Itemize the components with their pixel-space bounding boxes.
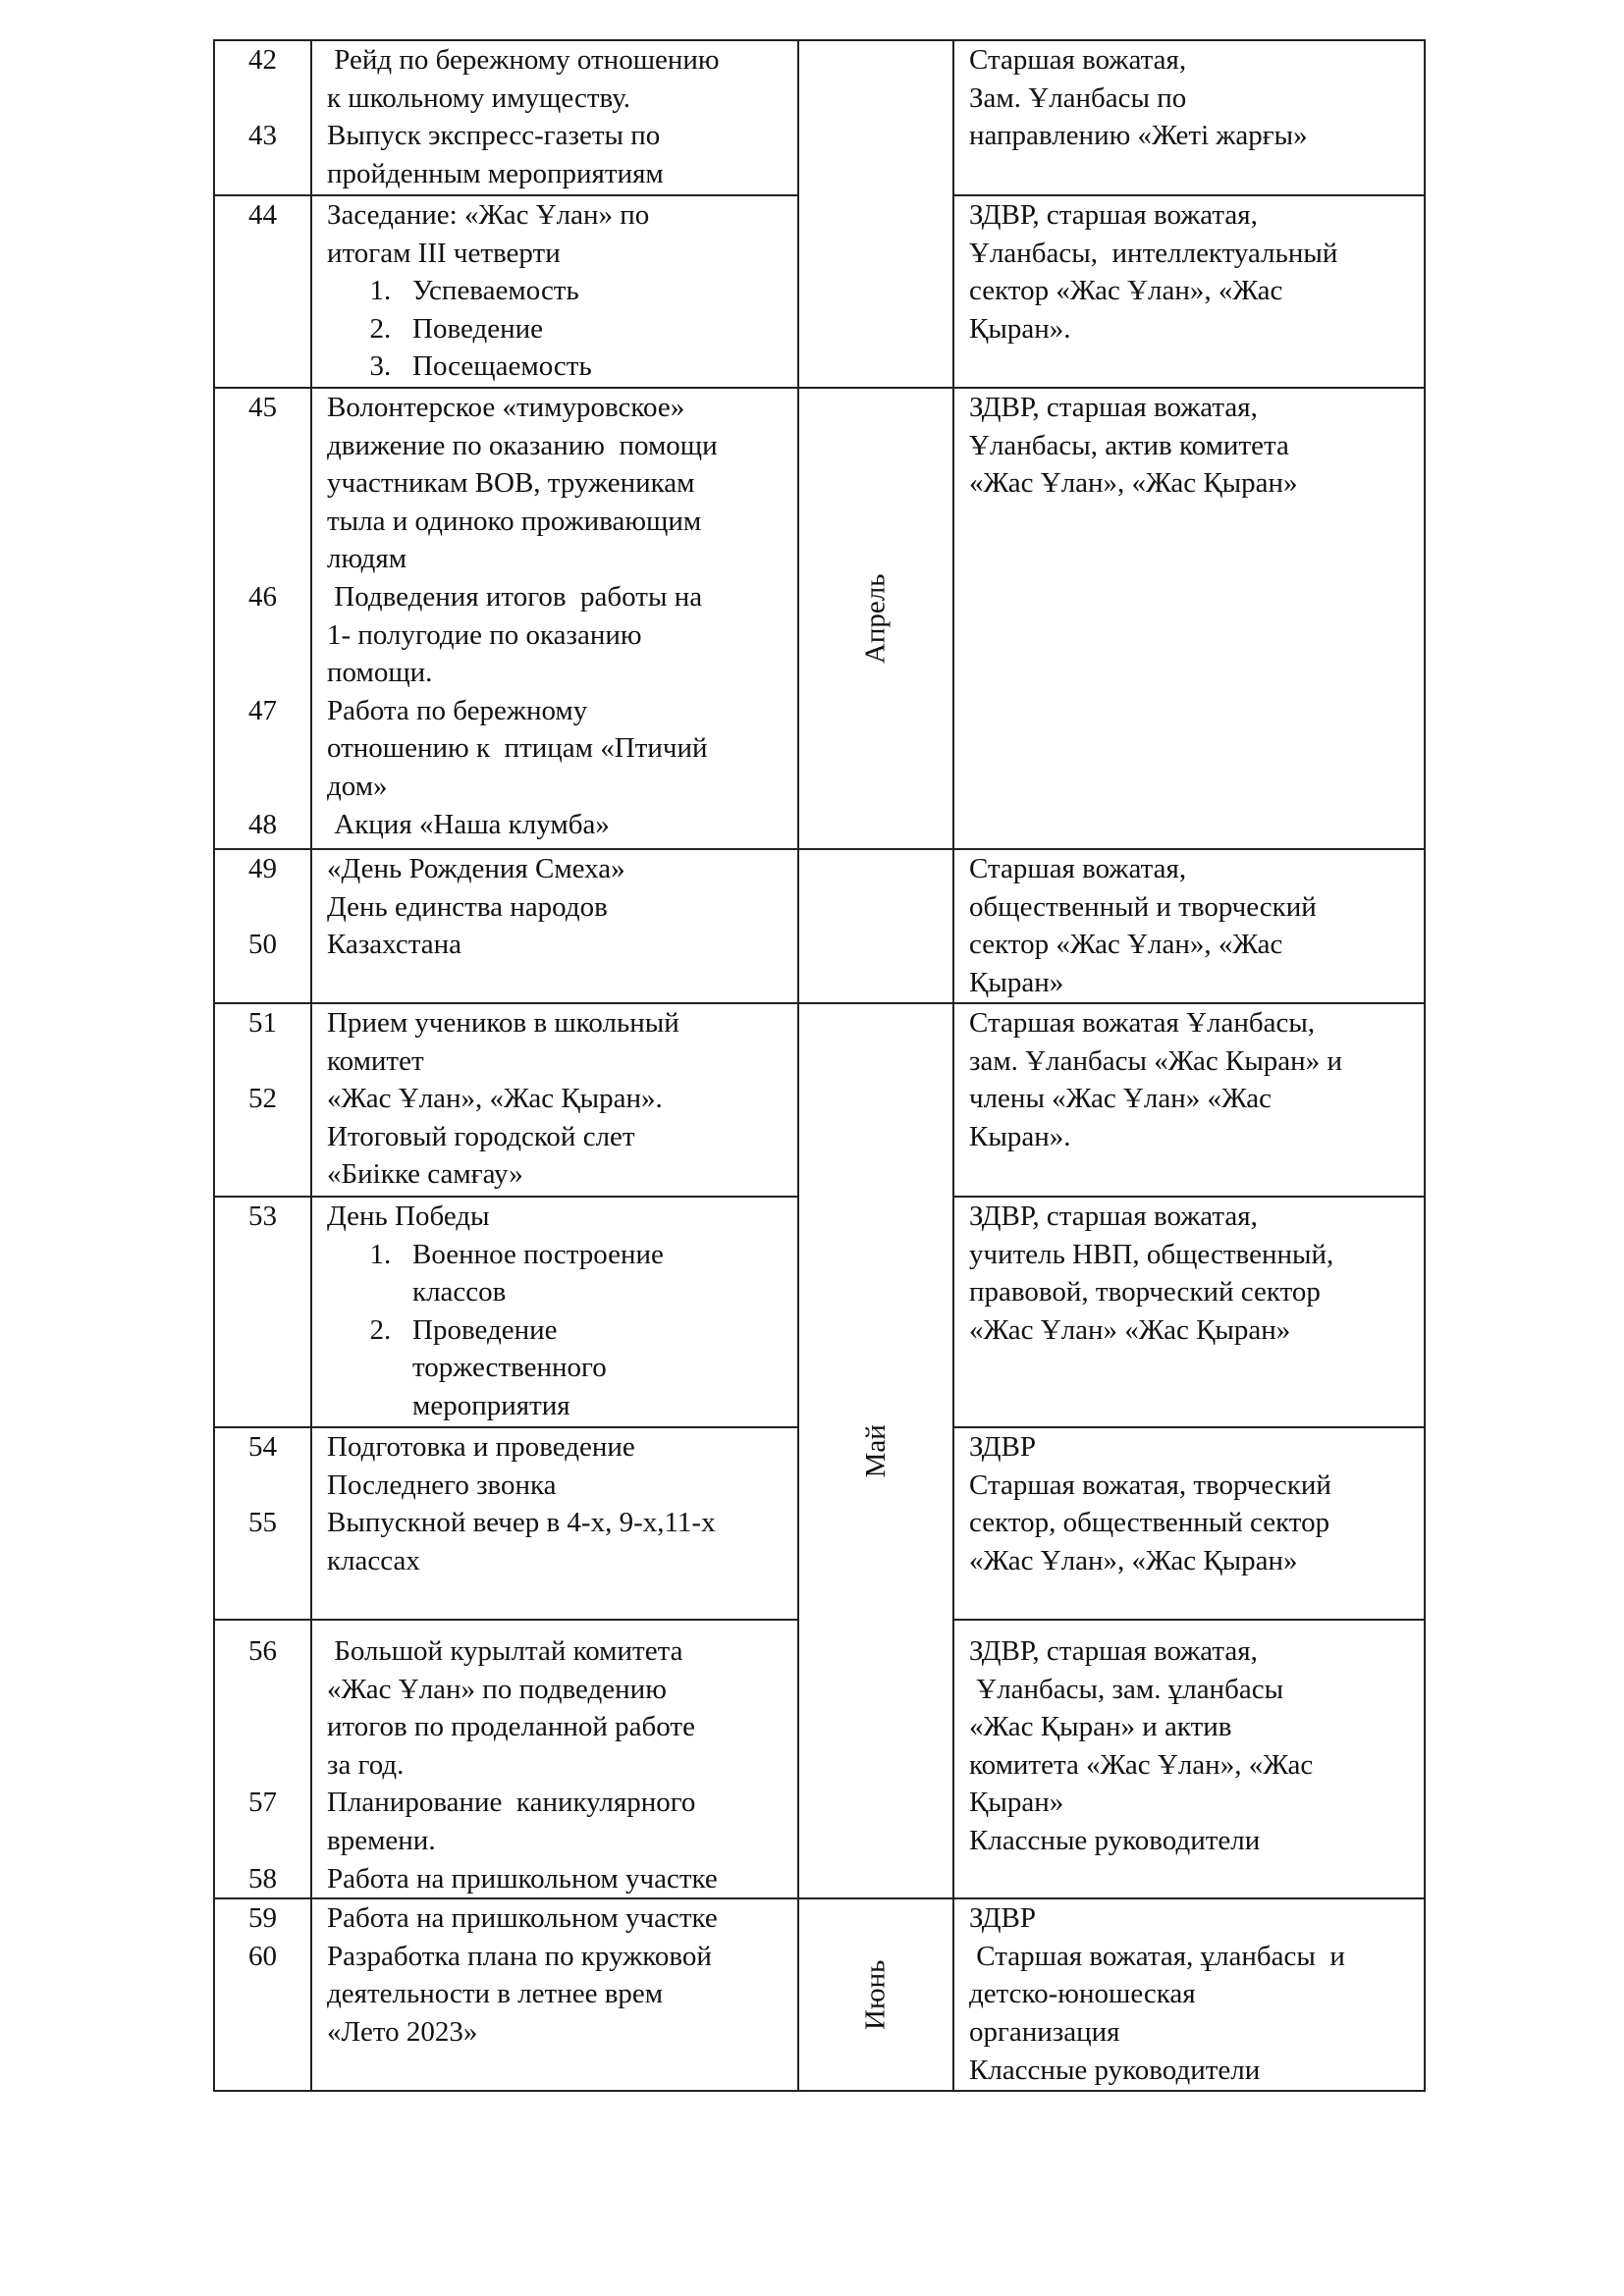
row-number-cell (214, 849, 311, 1003)
event-line: движение по оказанию помощи (327, 429, 718, 461)
event-line: «Жас Ұлан» по подведению (327, 1673, 667, 1705)
row-number (215, 1042, 310, 1081)
event-line: Казахстана (327, 929, 461, 961)
event-line: Рейд по бережному отношению (327, 44, 720, 76)
event-line: Заседание: «Жас Ұлан» по (327, 199, 650, 231)
responsible-line: Старшая вожатая, (969, 44, 1187, 76)
row-number: 51 (248, 1007, 277, 1039)
responsible-line: Қыран» (969, 1787, 1064, 1819)
event-line: 1- полугодие по оказанию (327, 618, 642, 651)
responsible-line: Зам. Ұланбасы по (969, 81, 1187, 114)
responsible-cell (953, 1898, 1425, 2091)
event-cell (311, 40, 798, 195)
responsible-line: ЗДВР (969, 1431, 1037, 1463)
month-label-may: Май (859, 1423, 892, 1478)
responsible-line: учитель НВП, общественный, (969, 1238, 1334, 1270)
event-line: Планирование каникулярного (327, 1787, 696, 1819)
responsible-line: сектор «Жас Ұлан», «Жас (969, 929, 1283, 961)
month-cell-june (798, 1898, 953, 2091)
responsible-line: Қыран» (969, 966, 1064, 998)
row-number (215, 729, 310, 768)
responsible-line: Старшая вожатая, творческий (969, 1468, 1331, 1501)
row-number-cell (214, 1003, 311, 1197)
event-line: Прием учеников в школьный (327, 1007, 679, 1039)
row-number-cell (214, 1427, 311, 1620)
event-line: «Лето 2023» (327, 2015, 478, 2048)
activity-plan-table (213, 39, 1426, 2092)
event-line: участникам ВОВ, труженикам (327, 467, 695, 500)
responsible-line: «Жас Ұлан», «Жас Қыран» (969, 467, 1298, 500)
event-line: тыла и одиноко проживающим (327, 505, 702, 537)
responsible-line: ЗДВР, старшая вожатая, (969, 199, 1258, 231)
responsible-line: Кыран». (969, 1120, 1071, 1152)
month-label-april: Апрель (859, 573, 892, 664)
event-cell (311, 849, 798, 1003)
row-number: 44 (248, 199, 277, 231)
event-line: Подведения итогов работы на (327, 580, 703, 613)
event-cell (311, 195, 798, 388)
event-line: 1. Военное построение (327, 1238, 664, 1270)
event-line: итогам III четверти (327, 237, 561, 269)
month-cell-april (798, 388, 953, 849)
responsible-line: Старшая вожатая Ұланбасы, (969, 1007, 1316, 1039)
event-line: Акция «Наша клумба» (327, 808, 610, 840)
responsible-line: ЗДВР, старшая вожатая, (969, 1635, 1258, 1667)
responsible-line: ЗДВР, старшая вожатая, (969, 392, 1258, 423)
event-cell (311, 1898, 798, 2091)
event-line: деятельности в летнее врем (327, 1978, 664, 2010)
row-number (215, 503, 310, 541)
row-number (215, 1467, 310, 1505)
month-cell-blank (798, 40, 953, 388)
row-number (215, 768, 310, 806)
row-number: 43 (248, 120, 277, 152)
row-number: 57 (248, 1787, 277, 1819)
responsible-line: «Жас Қыран» и актив (969, 1711, 1232, 1743)
responsible-cell (953, 1197, 1425, 1427)
event-line: Большой курылтай комитета (327, 1635, 683, 1667)
row-number (215, 654, 310, 692)
row-number: 60 (248, 1940, 277, 1972)
responsible-line: сектор «Жас Ұлан», «Жас (969, 275, 1283, 307)
event-line: классов (327, 1276, 507, 1308)
row-number: 42 (248, 44, 277, 76)
responsible-line: Старшая вожатая, ұланбасы и (969, 1940, 1345, 1972)
responsible-line: направлению «Жеті жарғы» (969, 120, 1308, 152)
event-line: Разработка плана по кружковой (327, 1940, 712, 1972)
row-number: 59 (248, 1902, 277, 1935)
responsible-line: правовой, творческий сектор (969, 1276, 1321, 1308)
table-row (214, 1898, 1425, 2091)
responsible-line: Қыран». (969, 312, 1071, 345)
event-line: торжественного (327, 1352, 607, 1384)
event-line: Подготовка и проведение (327, 1431, 635, 1463)
event-line: Волонтерское «тимуровское» (327, 392, 685, 423)
row-number: 55 (248, 1507, 277, 1539)
row-number: 50 (248, 929, 277, 961)
row-number-cell (214, 195, 311, 388)
responsible-line: Ұланбасы, зам. ұланбасы (969, 1673, 1284, 1705)
event-line: времени. (327, 1824, 436, 1856)
responsible-cell (953, 849, 1425, 1003)
event-line: помощи. (327, 657, 433, 689)
event-line: Итоговый городской слет (327, 1120, 635, 1152)
responsible-line: Классные руководители (969, 2054, 1261, 2086)
row-number (215, 1708, 310, 1746)
event-line: мероприятия (327, 1389, 570, 1421)
event-line: классах (327, 1544, 420, 1576)
row-number-cell (214, 1898, 311, 2091)
responsible-line: члены «Жас Ұлан» «Жас (969, 1083, 1272, 1115)
event-line: «День Рождения Смеха» (327, 853, 625, 884)
event-line: людям (327, 543, 407, 575)
row-number (215, 155, 310, 193)
row-number (215, 1746, 310, 1785)
row-number: 53 (248, 1201, 277, 1232)
responsible-cell (953, 1620, 1425, 1898)
month-cell-may (798, 1003, 953, 1898)
responsible-line: организация (969, 2015, 1120, 2048)
row-number: 48 (248, 808, 277, 840)
row-number-cell (214, 40, 311, 195)
row-number (215, 888, 310, 927)
responsible-cell (953, 388, 1425, 849)
month-label-june: Июнь (859, 1959, 892, 2030)
row-number-cell (214, 1197, 311, 1427)
table-row (214, 849, 1425, 1003)
responsible-line: общественный и творческий (969, 890, 1317, 923)
event-line: за год. (327, 1748, 405, 1781)
responsible-line: Ұланбасы, актив комитета (969, 429, 1289, 461)
event-line: 3. Посещаемость (327, 350, 592, 383)
responsible-line: ЗДВР (969, 1902, 1037, 1935)
responsible-line: Классные руководители (969, 1824, 1261, 1856)
responsible-line: сектор, общественный сектор (969, 1507, 1330, 1539)
responsible-line: зам. Ұланбасы «Жас Кыран» и (969, 1044, 1342, 1077)
event-line: отношению к птицам «Птичий (327, 732, 708, 765)
row-number (215, 540, 310, 578)
event-line: Выпуск экспресс-газеты по (327, 120, 661, 152)
responsible-line: «Жас Ұлан» «Жас Қыран» (969, 1313, 1291, 1346)
event-line: к школьному имуществу. (327, 81, 631, 114)
responsible-line: «Жас Ұлан», «Жас Қыран» (969, 1544, 1298, 1576)
event-line: комитет (327, 1044, 424, 1077)
event-line: «Биікке самғау» (327, 1158, 523, 1191)
row-number: 52 (248, 1083, 277, 1115)
row-number: 46 (248, 580, 277, 613)
responsible-cell (953, 1427, 1425, 1620)
responsible-cell (953, 40, 1425, 195)
row-number (215, 80, 310, 118)
responsible-cell (953, 195, 1425, 388)
event-line: Работа на пришкольном участке (327, 1862, 718, 1895)
row-number (215, 427, 310, 465)
row-number (215, 464, 310, 503)
event-cell (311, 1427, 798, 1620)
month-cell-blank (798, 849, 953, 1003)
event-line: День Победы (327, 1201, 490, 1232)
row-number: 49 (248, 853, 277, 884)
event-cell (311, 388, 798, 849)
responsible-cell (953, 1003, 1425, 1197)
row-number (215, 616, 310, 655)
event-line: Работа по бережному (327, 694, 588, 726)
table-row (214, 388, 1425, 849)
event-line: 2. Проведение (327, 1313, 558, 1346)
row-number-cell (214, 388, 311, 849)
table-row (214, 40, 1425, 195)
responsible-line: Старшая вожатая, (969, 853, 1187, 884)
event-line: пройденным мероприятиям (327, 157, 664, 189)
event-line: итогов по проделанной работе (327, 1711, 695, 1743)
event-cell (311, 1197, 798, 1427)
row-number: 58 (248, 1862, 277, 1895)
event-line: «Жас Ұлан», «Жас Қыран». (327, 1083, 663, 1115)
responsible-line: ЗДВР, старшая вожатая, (969, 1201, 1258, 1232)
table-row (214, 1003, 1425, 1197)
row-number: 47 (248, 694, 277, 726)
row-number (215, 1822, 310, 1860)
event-line: Работа на пришкольном участке (327, 1902, 718, 1935)
event-line: Выпускной вечер в 4-х, 9-х,11-х (327, 1507, 716, 1539)
responsible-line: комитета «Жас Ұлан», «Жас (969, 1748, 1314, 1781)
event-line: дом» (327, 770, 388, 802)
row-number: 54 (248, 1431, 277, 1463)
row-number (215, 1671, 310, 1709)
row-number: 45 (248, 392, 277, 423)
event-cell (311, 1003, 798, 1197)
row-number: 56 (248, 1635, 277, 1667)
event-line: Последнего звонка (327, 1468, 557, 1501)
event-cell (311, 1620, 798, 1898)
responsible-line: Ұланбасы, интеллектуальный (969, 237, 1338, 269)
row-number-cell (214, 1620, 311, 1898)
event-line: День единства народов (327, 890, 608, 923)
event-line: 1. Успеваемость (327, 275, 579, 307)
responsible-line: детско-юношеская (969, 1978, 1196, 2010)
event-line: 2. Поведение (327, 312, 543, 345)
